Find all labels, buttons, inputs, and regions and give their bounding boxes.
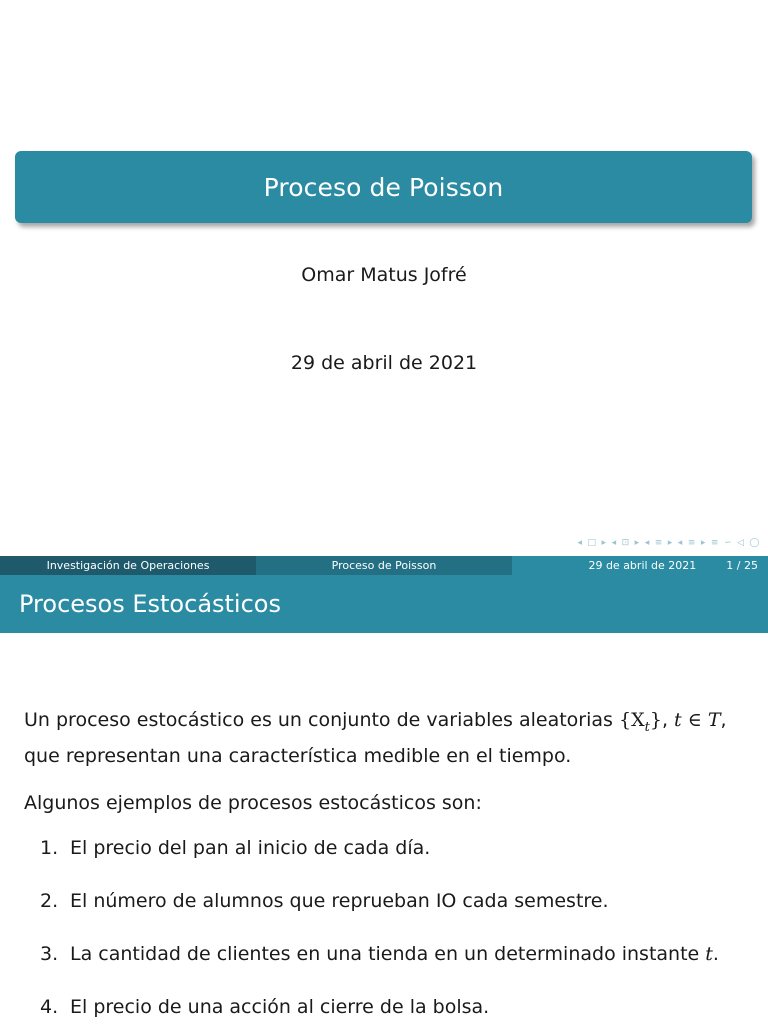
- list-text: El precio del pan al inicio de cada día.: [70, 836, 431, 859]
- list-number: 4.: [40, 995, 59, 1018]
- list-number: 3.: [40, 942, 59, 965]
- list-text: El precio de una acción al cierre de la bolsa.: [70, 995, 490, 1018]
- math-set-open: {X: [618, 709, 645, 731]
- nav-back-icon[interactable]: ∽: [723, 538, 732, 548]
- nav-prev-doc-icon[interactable]: ◂: [677, 538, 683, 548]
- footer-info: [512, 556, 768, 575]
- list-item: [40, 993, 754, 1022]
- nav-appendix-icon[interactable]: ≡: [710, 538, 719, 548]
- nav-subsection-icon[interactable]: ⊡: [621, 538, 630, 548]
- list-number: 2.: [40, 889, 59, 912]
- nav-prev-subsection-icon[interactable]: ◂: [611, 538, 617, 548]
- math-subscript: t: [644, 719, 650, 735]
- footer-course-text: Investigación de Operaciones: [46, 559, 210, 572]
- nav-undo-icon[interactable]: ◁: [737, 538, 745, 548]
- nav-prev-section-icon[interactable]: ◂: [644, 538, 650, 548]
- list-item: [40, 887, 754, 916]
- nav-next-section-icon[interactable]: ▸: [667, 538, 673, 548]
- nav-doc-icon[interactable]: ≡: [687, 538, 696, 548]
- list-text: El número de alumnos que reprueban IO cada semestre.: [70, 889, 609, 912]
- nav-search-icon[interactable]: ◯: [749, 538, 760, 548]
- nav-next-frame-icon[interactable]: ▸: [601, 538, 607, 548]
- footer-title-text: Proceso de Poisson: [331, 559, 437, 572]
- list-text-wrap: [70, 940, 719, 969]
- beamer-navigation[interactable]: [578, 538, 761, 548]
- intro-text: Un proceso estocástico es un conjunto de variables aleatorias: [24, 709, 619, 731]
- nav-next-doc-icon[interactable]: ▸: [700, 538, 706, 548]
- list-number: 1.: [40, 836, 59, 859]
- nav-prev-frame-icon[interactable]: ◂: [577, 538, 583, 548]
- nav-frame-icon[interactable]: □: [587, 538, 597, 548]
- nav-next-subsection-icon[interactable]: ▸: [634, 538, 640, 548]
- frame-title: Procesos Estocásticos: [19, 590, 281, 618]
- examples-intro: Algunos ejemplos de procesos estocásticos son:: [24, 791, 482, 814]
- math-set-close: }: [649, 709, 662, 731]
- footer-date-text: 29 de abril de 2021: [588, 559, 697, 572]
- intro-trailing-comma: ,: [720, 709, 727, 731]
- intro-paragraph: [24, 706, 754, 771]
- footer-course: [0, 556, 256, 575]
- title-box: [15, 151, 752, 223]
- slide-footer: [0, 556, 768, 575]
- presentation-date: 29 de abril de 2021: [290, 352, 478, 374]
- footer-page-number: 1 / 25: [726, 559, 758, 572]
- list-item: [40, 940, 754, 969]
- footer-title: [256, 556, 512, 575]
- intro-line2: que representan una característica medible en el tiempo.: [24, 744, 572, 767]
- author-name: Omar Matus Jofré: [301, 264, 467, 286]
- list-text: La cantidad de clientes en una tienda en un determinado instante: [70, 942, 706, 965]
- frame-content: [24, 706, 754, 1024]
- presentation-title: Proceso de Poisson: [263, 172, 504, 202]
- math-T: T: [707, 709, 721, 731]
- examples-list: [24, 834, 754, 1022]
- math-t: t: [674, 709, 682, 731]
- list-item: [40, 834, 754, 863]
- math-comma: ,: [661, 709, 675, 731]
- math-in: ∈: [681, 709, 708, 731]
- frame-title-bar: [0, 575, 768, 633]
- list-text-tail: .: [712, 942, 719, 965]
- nav-section-icon[interactable]: ≡: [654, 538, 663, 548]
- math-t-instant: t: [705, 942, 713, 965]
